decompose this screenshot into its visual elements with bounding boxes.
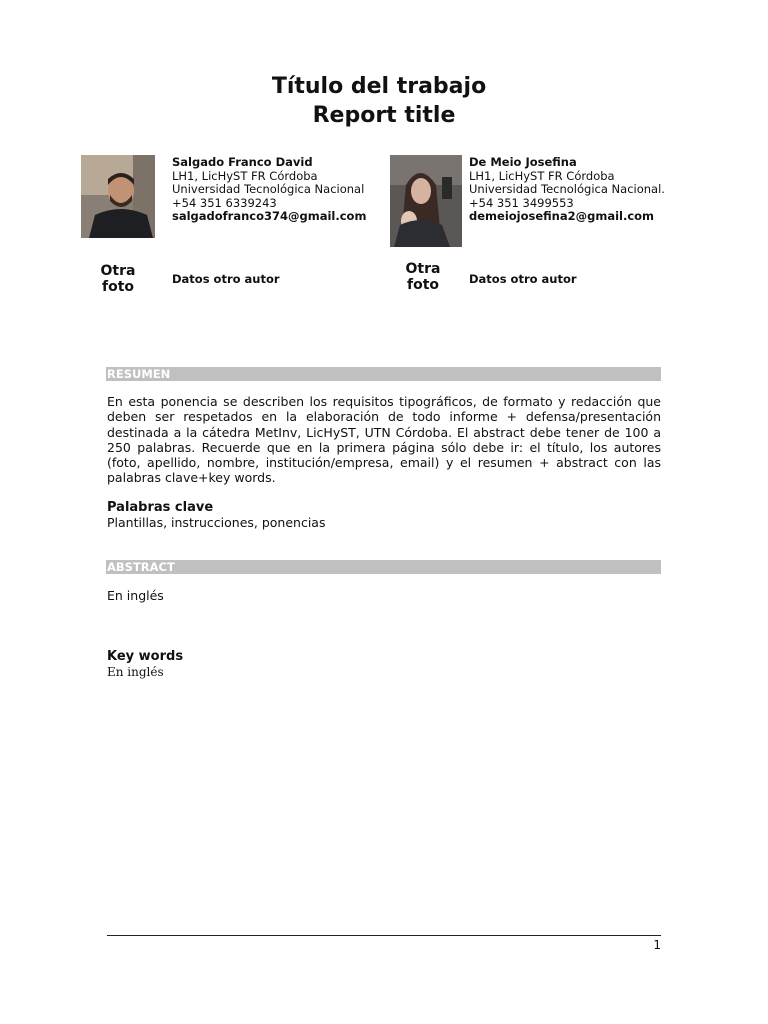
title-spanish: Título del trabajo xyxy=(271,74,487,99)
author-photo-demeio xyxy=(390,155,462,247)
author-name: Salgado Franco David xyxy=(172,155,313,169)
palabras-clave-heading: Palabras clave xyxy=(107,500,214,515)
abstract-heading: ABSTRACT xyxy=(106,560,661,574)
other-author-data-1: Datos otro autor xyxy=(172,272,280,286)
other-photo-label-line1: Otra xyxy=(405,261,441,277)
key-words-heading: Key words xyxy=(107,649,184,664)
author-affiliation: LH1, LicHyST FR Córdoba xyxy=(469,168,615,183)
resumen-heading: RESUMEN xyxy=(106,367,661,381)
other-author-data-2: Datos otro autor xyxy=(469,272,577,286)
author-institution: Universidad Tecnológica Nacional. xyxy=(469,182,665,196)
author-email[interactable]: demeiojosefina2@gmail.com xyxy=(469,209,655,223)
author-info-demeio xyxy=(469,156,665,224)
other-photo-label-line1: Otra xyxy=(100,263,136,279)
footer-divider xyxy=(107,935,661,936)
other-photo-label-line2: foto xyxy=(101,279,135,295)
author-phone: +54 351 3499553 xyxy=(469,195,574,210)
author-name: De Meio Josefina xyxy=(469,155,577,169)
other-photo-label-line2: foto xyxy=(406,277,440,293)
author-phone: +54 351 6339243 xyxy=(172,195,277,210)
author-photo-salgado xyxy=(81,155,155,238)
other-photo-placeholder-2 xyxy=(385,261,461,293)
abstract-text: En inglés xyxy=(107,588,164,603)
author-info-salgado xyxy=(172,156,366,224)
key-words-list: En inglés xyxy=(107,665,164,679)
author-affiliation: LH1, LicHyST FR Córdoba xyxy=(172,168,318,183)
author-email[interactable]: salgadofranco374@gmail.com xyxy=(172,209,367,223)
title-english: Report title xyxy=(312,103,456,128)
other-photo-placeholder-1 xyxy=(80,263,156,295)
resumen-text: En esta ponencia se describen los requisitos tipográficos, de formato y redacción que deben ser respetados en la elaboración de todo informe + defensa/presentación destinada a la cátedra MetInv, LicHyST, UTN Córdoba. El abstract debe tener de 100 a 250 palabras. Recuerde que en la primera página sólo debe ir: el título, los autores (foto, apellido, nombre, institución/empresa, email) y el resumen + abstract con las palabras clave+key words. xyxy=(107,394,661,486)
author-institution: Universidad Tecnológica Nacional xyxy=(172,182,365,196)
palabras-clave-list: Plantillas, instrucciones, ponencias xyxy=(107,515,326,530)
page-number: 1 xyxy=(653,938,661,952)
